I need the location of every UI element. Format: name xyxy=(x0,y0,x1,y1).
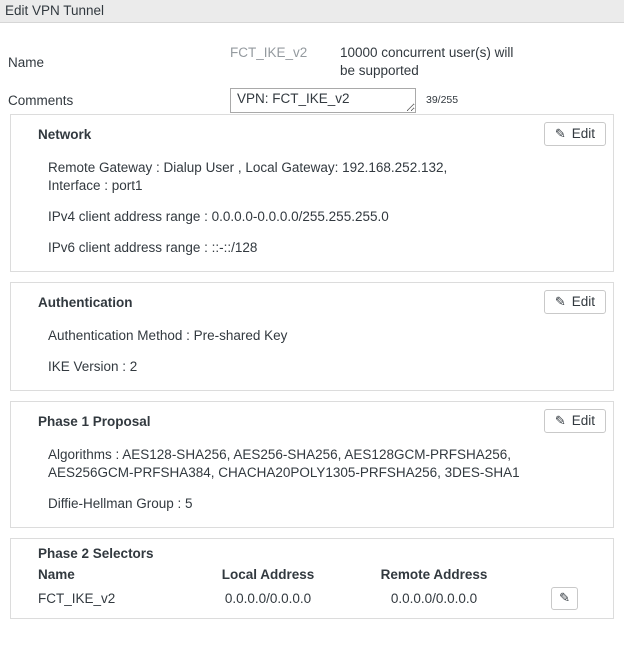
phase2-section-title: Phase 2 Selectors xyxy=(38,546,154,561)
name-label: Name xyxy=(8,54,45,70)
network-interface-line: Interface : port1 xyxy=(48,178,143,193)
name-row xyxy=(8,44,624,80)
section-network xyxy=(10,114,614,272)
authentication-section-title: Authentication xyxy=(38,294,133,310)
pencil-icon: ✎ xyxy=(554,294,566,309)
phase2-col-local-address: Local Address xyxy=(221,567,315,582)
ike-version-line: IKE Version : 2 xyxy=(48,359,138,374)
section-authentication xyxy=(10,282,614,391)
pencil-icon: ✎ xyxy=(554,126,566,141)
phase2-row-local-address: 0.0.0.0/0.0.0.0 xyxy=(224,590,312,606)
pencil-icon: ✎ xyxy=(559,590,570,605)
network-ipv6-range-line: IPv6 client address range : ::-::/128 xyxy=(48,240,258,255)
phase2-row-remote-address: 0.0.0.0/0.0.0.0 xyxy=(390,590,478,606)
comments-input[interactable] xyxy=(230,88,416,113)
page-title: Edit VPN Tunnel xyxy=(0,0,624,23)
network-section-title: Network xyxy=(38,126,92,142)
edit-button-label: Edit xyxy=(571,413,595,428)
tunnel-form xyxy=(0,23,624,114)
phase1-edit-button[interactable] xyxy=(544,409,606,433)
phase1-algorithms-line-1: Algorithms : AES128-SHA256, AES256-SHA256, AES128GCM-PRFSHA256, xyxy=(48,447,511,462)
phase1-dh-group-line: Diffie-Hellman Group : 5 xyxy=(48,496,193,511)
authentication-edit-button[interactable] xyxy=(544,290,606,314)
network-edit-button[interactable] xyxy=(544,122,606,146)
edit-button-label: Edit xyxy=(571,126,595,141)
phase2-table-header xyxy=(38,567,606,582)
pencil-icon: ✎ xyxy=(554,413,566,428)
phase2-col-name: Name xyxy=(38,567,75,582)
edit-button-label: Edit xyxy=(571,294,595,309)
network-gateway-line: Remote Gateway : Dialup User , Local Gateway: 192.168.252.132, xyxy=(48,160,448,175)
comments-char-counter: 39/255 xyxy=(426,94,459,106)
comments-label: Comments xyxy=(8,92,74,108)
comments-row xyxy=(8,86,624,114)
name-value: FCT_IKE_v2 xyxy=(230,45,308,60)
auth-method-line: Authentication Method : Pre-shared Key xyxy=(48,328,288,343)
phase1-section-title: Phase 1 Proposal xyxy=(38,413,151,429)
concurrent-users-note: 10000 concurrent user(s) will be supported xyxy=(340,45,514,78)
section-phase1-proposal xyxy=(10,401,614,528)
network-ipv4-range-line: IPv4 client address range : 0.0.0.0-0.0.0.0/255.255.255.0 xyxy=(48,209,389,224)
phase2-row-name: FCT_IKE_v2 xyxy=(38,590,116,606)
phase2-table-row xyxy=(38,587,606,610)
phase2-row-edit-button[interactable] xyxy=(551,587,578,610)
section-phase2-selectors xyxy=(10,538,614,619)
phase1-algorithms-line-2: AES256GCM-PRFSHA384, CHACHA20POLY1305-PRFSHA256, 3DES-SHA1 xyxy=(48,465,520,480)
phase2-col-remote-address: Remote Address xyxy=(380,567,488,582)
